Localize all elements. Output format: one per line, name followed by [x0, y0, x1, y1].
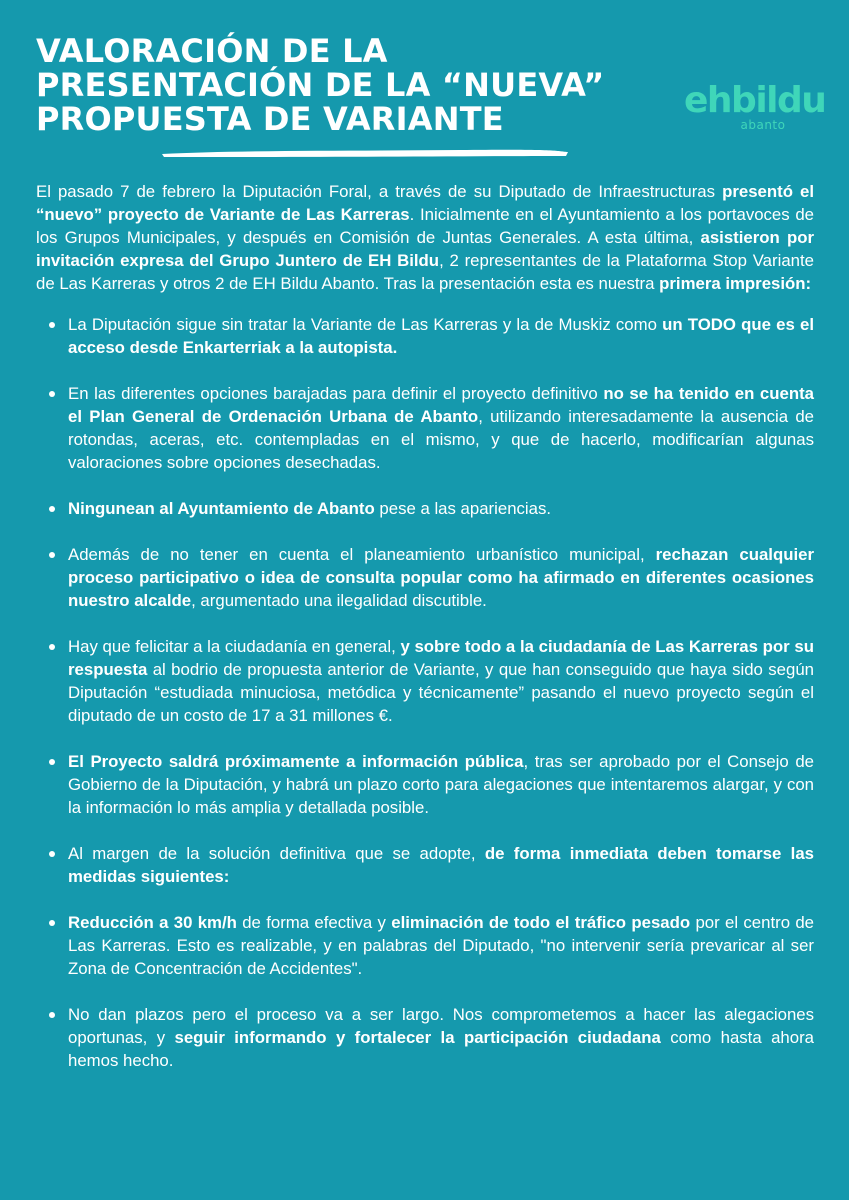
- bold-run: Ningunean al Ayuntamiento de Abanto: [68, 499, 375, 518]
- text-run: por el centro de Las Karreras. Esto es realizable, y en palabras del Diputado, "no intervenir sería prevaricar al ser Zona de Concentración de Accidentes".: [68, 913, 815, 978]
- bold-run: no se ha tenido en cuenta el Plan General de Ordenación Urbana de Abanto: [68, 384, 814, 426]
- bold-run: presentó el “nuevo” proyecto de Variante de Las Karreras: [36, 182, 814, 224]
- bold-run: primera impresión:: [659, 274, 812, 293]
- bullet-item: [36, 497, 814, 520]
- text-run: No dan plazos pero el proceso va a ser largo. Nos comprometemos a hacer las alegaciones oportunas, y: [68, 1005, 814, 1047]
- bold-run: seguir informando y fortalecer la participación ciudadana: [174, 1028, 661, 1047]
- bullet-item: [36, 750, 814, 819]
- text-run: de forma efectiva y: [236, 913, 392, 932]
- title-line: PROPUESTA DE VARIANTE: [36, 100, 504, 138]
- article-body: [36, 180, 814, 1072]
- text-run: . Inicialmente en el Ayuntamiento a los portavoces de los Grupos Municipales, y después en Comisión de Juntas Generales. A esta última,: [36, 205, 815, 247]
- text-run: El pasado 7 de febrero la Diputación Foral, a través de su Diputado de Infraestructuras: [36, 182, 723, 201]
- page-title: [36, 34, 676, 136]
- text-run: Además de no tener en cuenta el planeamiento urbanístico municipal,: [68, 545, 656, 564]
- bullet-item: [36, 842, 814, 888]
- bullet-item: [36, 382, 814, 474]
- bold-run: eliminación de todo el tráfico pesado: [391, 913, 691, 932]
- bold-run: un TODO que es el acceso desde Enkarterriak a la autopista.: [68, 315, 814, 357]
- text-run: Al margen de la solución definitiva que se adopte,: [68, 844, 485, 863]
- bullet-item: [36, 911, 814, 980]
- text-run: En las diferentes opciones barajadas para definir el proyecto definitivo: [68, 384, 604, 403]
- bullet-item: [36, 635, 814, 727]
- bullet-item: [36, 313, 814, 359]
- bullet-list: [36, 313, 814, 1072]
- bold-run: El Proyecto saldrá próximamente a información pública: [68, 752, 524, 771]
- bold-run: asistieron por invitación expresa del Grupo Juntero de EH Bildu: [36, 228, 814, 270]
- intro-paragraph: [36, 180, 814, 295]
- text-run: , argumentado una ilegalidad discutible.: [191, 591, 487, 610]
- text-run: , tras ser aprobado por el Consejo de Gobierno de la Diputación, y habrá un plazo corto para alegaciones que intentaremos alargar, y con la información lo más amplia y detallada posible.: [68, 752, 814, 817]
- text-run: , utilizando interesadamente la ausencia de rotondas, aceras, etc. contempladas en el mismo, y que de hacerlo, modificarían algunas valoraciones sobre opciones desechadas.: [68, 407, 814, 472]
- ehbildu-logo: [684, 82, 824, 132]
- text-run: pese a las apariencias.: [374, 499, 552, 518]
- title-line: VALORACIÓN DE LA: [36, 32, 388, 70]
- text-run: La Diputación sigue sin tratar la Variante de Las Karreras y la de Muskiz como: [68, 315, 663, 334]
- logo-wordmark: ehbildu: [684, 80, 826, 121]
- bold-run: rechazan cualquier proceso participativo o idea de consulta popular como ha afirmado en diferentes ocasiones nuestro alcalde: [68, 545, 814, 610]
- bold-run: y sobre todo a la ciudadanía de Las Karreras por su respuesta: [68, 637, 814, 679]
- bullet-item: [36, 543, 814, 612]
- brush-underline: [160, 146, 570, 160]
- text-run: como hasta ahora hemos hecho.: [68, 1028, 814, 1070]
- logo-subtitle: abanto: [740, 118, 786, 132]
- title-line: PRESENTACIÓN DE LA “NUEVA”: [36, 66, 605, 104]
- bold-run: Reducción a 30 km/h: [68, 913, 237, 932]
- bold-run: de forma inmediata deben tomarse las medidas siguientes:: [68, 844, 814, 886]
- bullet-item: [36, 1003, 814, 1072]
- text-run: al bodrio de propuesta anterior de Variante, y que han conseguido que haya sido según Diputación “estudiada minuciosa, metódica y técnicamente” pasando el nuevo proyecto según el diputado de un costo de 17 a 31 millones €.: [68, 660, 814, 725]
- text-run: , 2 representantes de la Plataforma Stop Variante de Las Karreras y otros 2 de EH Bildu Abanto. Tras la presentación esta es nuestra: [36, 251, 814, 293]
- text-run: Hay que felicitar a la ciudadanía en general,: [68, 637, 401, 656]
